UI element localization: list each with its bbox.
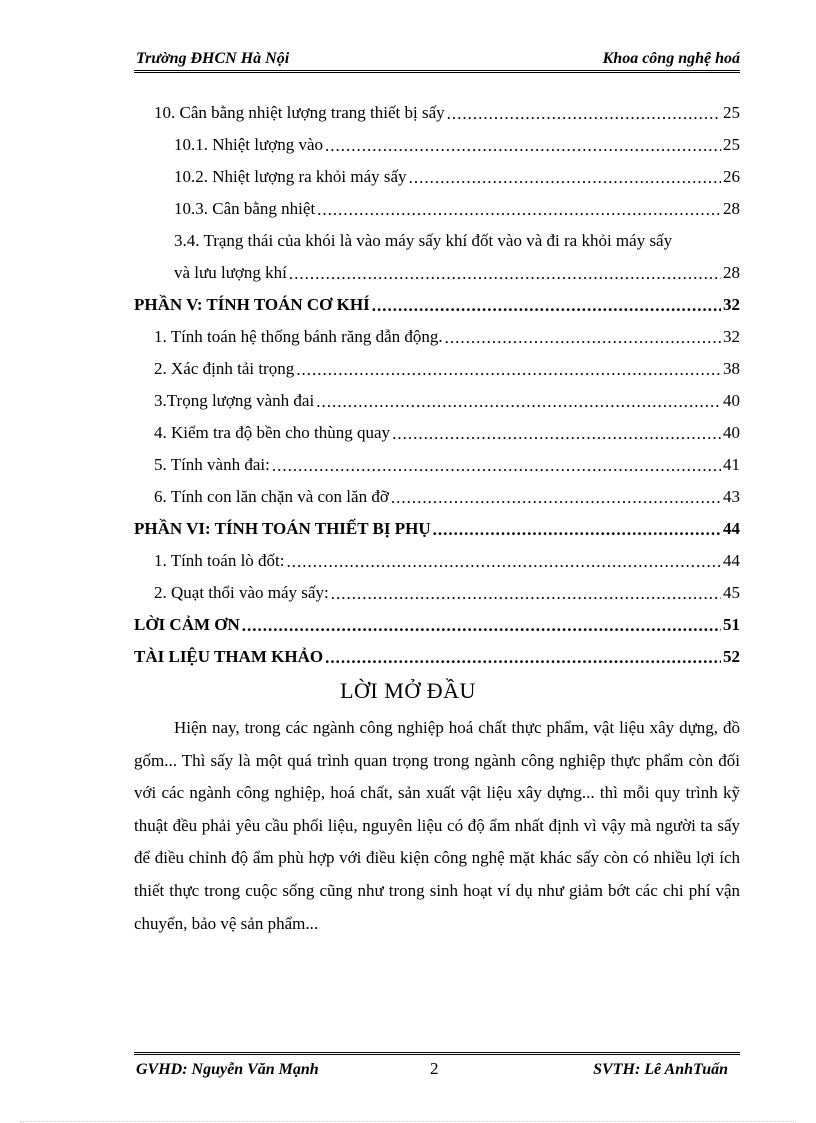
footer-student: SVTH: Lê AnhTuấn xyxy=(593,1061,728,1078)
toc-entry-label: 3.4. Trạng thái của khói là vào máy sấy khí đốt vào và đi ra khỏi máy sấy xyxy=(174,231,673,250)
toc-leader-dots xyxy=(445,328,721,347)
toc-entry-label: 10.3. Cân bằng nhiệt xyxy=(174,199,316,218)
toc-entry xyxy=(134,289,740,321)
section-title: LỜI MỞ ĐẦU xyxy=(340,678,476,703)
toc-entry-label: 10. Cân bằng nhiệt lượng trang thiết bị sấy xyxy=(154,103,445,122)
toc-entry-label: 2. Xác định tải trọng xyxy=(154,359,295,378)
toc-leader-dots xyxy=(433,520,721,539)
toc-leader-dots xyxy=(447,104,721,123)
toc-entry-label: PHẦN VI: TÍNH TOÁN THIẾT BỊ PHỤ xyxy=(134,519,431,538)
toc-entry xyxy=(134,481,740,513)
intro-paragraph: Hiện nay, trong các ngành công nghiệp hoá chất thực phẩm, vật liệu xây dựng, đồ gốm... Thì sấy là một quá trình quan trọng trong ngành công nghiệp thực phẩm còn đối với các ngành công nghiệp, hoá chất, sản xuất vật liệu xây dựng... thì mỗi quy trình kỹ thuật đều phải yêu cầu phối liệu, nguyên liệu có độ ẩm nhất định vì vậy mà người ta sấy để điều chỉnh độ ẩm phù hợp với điều kiện công nghệ mặt khác sấy còn có nhiều lợi ích thiết thực trong cuộc sống cũng như trong sinh hoạt ví dụ như giảm bớt các chi phí vận chuyển, bảo vệ sản phẩm... xyxy=(134,718,740,933)
toc-entry-page: 26 xyxy=(723,167,740,186)
toc-entry-page: 43 xyxy=(723,487,740,506)
toc-entry-label: 10.2. Nhiệt lượng ra khỏi máy sấy xyxy=(174,167,407,186)
toc-leader-dots xyxy=(316,392,721,411)
toc-entry xyxy=(134,385,740,417)
toc-entry xyxy=(134,577,740,609)
toc-entry-page: 32 xyxy=(723,295,740,314)
toc-leader-dots xyxy=(325,648,721,667)
toc-leader-dots xyxy=(296,360,721,379)
toc-entry-label: 1. Tính toán lò đốt: xyxy=(154,551,285,570)
toc-leader-dots xyxy=(272,456,721,475)
page-number: 2 xyxy=(430,1059,439,1078)
toc-entry-page: 25 xyxy=(723,135,740,154)
toc-leader-dots xyxy=(392,424,721,443)
toc-entry xyxy=(134,225,740,257)
toc-entry-page: 52 xyxy=(723,647,740,666)
toc-entry-label: 5. Tính vành đai: xyxy=(154,455,270,474)
toc-entry xyxy=(134,353,740,385)
header-faculty: Khoa công nghệ hoá xyxy=(602,50,740,67)
toc-entry-label: 2. Quạt thổi vào máy sấy: xyxy=(154,583,329,602)
toc-entry-page: 44 xyxy=(723,551,740,570)
toc-entry-label: và lưu lượng khí xyxy=(174,263,287,282)
toc-entry xyxy=(134,545,740,577)
toc-entry-label: LỜI CẢM ƠN xyxy=(134,615,240,634)
page-header xyxy=(134,46,740,73)
toc-entry-page: 38 xyxy=(723,359,740,378)
toc-entry-page: 45 xyxy=(723,583,740,602)
toc-entry-label: TÀI LIỆU THAM KHẢO xyxy=(134,647,324,666)
page-footer xyxy=(134,1052,740,1083)
toc-entry-label: 4. Kiểm tra độ bền cho thùng quay xyxy=(154,423,391,442)
toc-leader-dots xyxy=(325,136,721,155)
toc-entry-label: 6. Tính con lăn chặn và con lăn đỡ xyxy=(154,487,389,506)
toc-entry xyxy=(134,129,740,161)
toc-entry-label: 1. Tính toán hệ thống bánh răng dẫn động. xyxy=(154,327,443,346)
toc-entry-page: 41 xyxy=(723,455,740,474)
toc-entry-page: 51 xyxy=(723,615,740,634)
toc-entry xyxy=(134,449,740,481)
footer-supervisor: GVHD: Nguyễn Văn Mạnh xyxy=(136,1061,319,1078)
toc-entry xyxy=(134,417,740,449)
toc-entry-label: PHẦN V: TÍNH TOÁN CƠ KHÍ xyxy=(134,295,370,314)
toc-leader-dots xyxy=(317,200,721,219)
toc-entry-page: 40 xyxy=(723,423,740,442)
toc-entry-page: 25 xyxy=(723,103,740,122)
toc-leader-dots xyxy=(391,488,721,507)
toc-leader-dots xyxy=(331,584,721,603)
toc-leader-dots xyxy=(242,616,721,635)
toc-leader-dots xyxy=(372,296,721,315)
toc-entry xyxy=(134,513,740,545)
toc-leader-dots xyxy=(287,552,722,571)
toc-leader-dots xyxy=(409,168,721,187)
toc-entry-page: 32 xyxy=(723,327,740,346)
toc-leader-dots xyxy=(289,264,721,283)
toc-entry-page: 44 xyxy=(723,519,740,538)
toc-entry-label: 3.Trọng lượng vành đai xyxy=(154,391,315,410)
toc-entry-page: 28 xyxy=(723,199,740,218)
toc-entry xyxy=(134,609,740,641)
header-school: Trường ĐHCN Hà Nội xyxy=(136,50,290,67)
table-of-contents xyxy=(134,97,740,673)
toc-entry xyxy=(134,193,740,225)
toc-entry xyxy=(134,97,740,129)
toc-entry xyxy=(134,257,740,289)
page-bottom-edge xyxy=(20,1121,796,1122)
toc-entry xyxy=(134,641,740,673)
toc-entry xyxy=(134,161,740,193)
toc-entry-page: 40 xyxy=(723,391,740,410)
toc-entry xyxy=(134,321,740,353)
toc-entry-page: 28 xyxy=(723,263,740,282)
toc-entry-label: 10.1. Nhiệt lượng vào xyxy=(174,135,323,154)
